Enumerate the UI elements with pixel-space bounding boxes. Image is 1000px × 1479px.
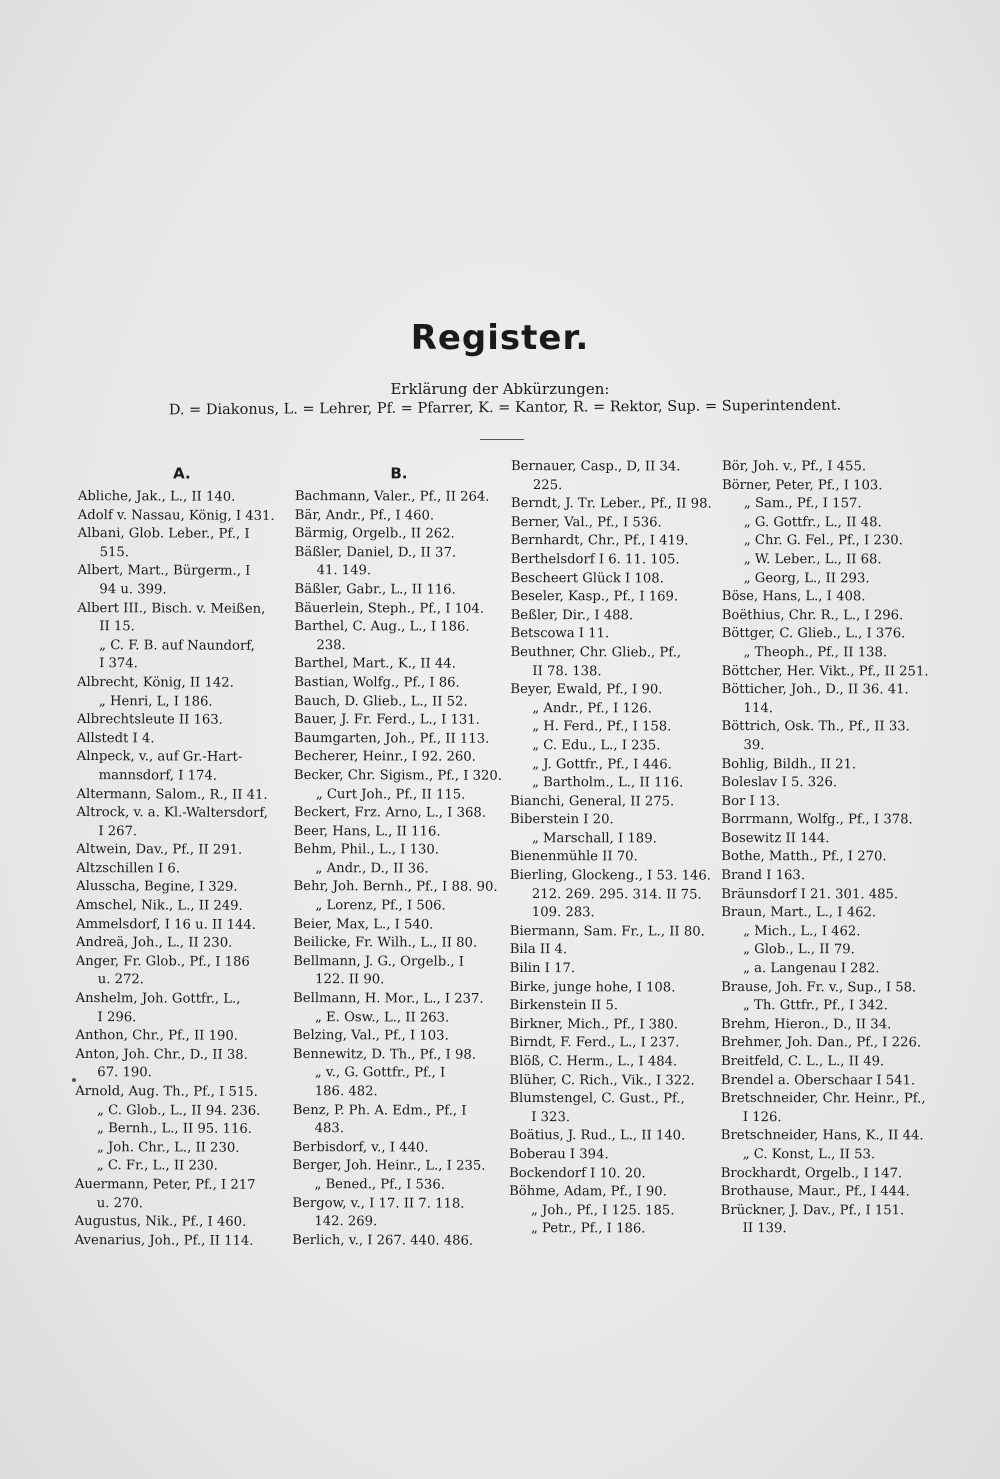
index-entry: 39. bbox=[743, 737, 765, 753]
index-entry: Bianchi, General, II 275. bbox=[510, 793, 675, 810]
index-entry: u. 270. bbox=[96, 1195, 144, 1211]
index-entry: Brause, Joh. Fr. v., Sup., I 58. bbox=[721, 979, 917, 995]
index-entry: „ Petr., Pf., I 186. bbox=[530, 1221, 646, 1237]
index-entry: „ Theoph., Pf., II 138. bbox=[743, 644, 888, 661]
index-entry: „ Mich., L., I 462. bbox=[743, 923, 861, 940]
index-entry: „ C. F. B. auf Naundorf, bbox=[99, 637, 255, 654]
index-entry: Brendel a. Oberschaar I 541. bbox=[720, 1072, 916, 1088]
index-entry: Anthon, Chr., Pf., II 190. bbox=[75, 1028, 238, 1044]
index-entry: „ H. Ferd., Pf., I 158. bbox=[532, 719, 672, 735]
index-entry: Bosewitz II 144. bbox=[721, 830, 830, 847]
index-entry: 122. II 90. bbox=[315, 972, 385, 988]
index-entry: Bergow, v., I 17. II 7. 118. bbox=[292, 1195, 465, 1212]
index-entry: Biermann, Sam. Fr., L., II 80. bbox=[509, 923, 705, 940]
index-entry: Börner, Peter, Pf., I 103. bbox=[721, 477, 883, 493]
index-entry: Bennewitz, D. Th., Pf., I 98. bbox=[292, 1046, 476, 1063]
index-entry: „ C. Glob., L., II 94. 236. bbox=[97, 1102, 261, 1119]
index-entry: Altermann, Salom., R., II 41. bbox=[76, 786, 268, 803]
index-entry: Berbisdorf, v., I 440. bbox=[292, 1139, 429, 1156]
index-entry: Belzing, Val., Pf., I 103. bbox=[292, 1028, 449, 1044]
index-entry: Bretschneider, Hans, K., II 44. bbox=[720, 1128, 924, 1144]
index-entry: Bellmann, J. G., Orgelb., I bbox=[293, 953, 465, 970]
index-entry: „ C. Fr., L., II 230. bbox=[96, 1158, 218, 1174]
index-entry: „ E. Osw., L., II 263. bbox=[315, 1009, 450, 1026]
index-entry: II 139. bbox=[742, 1221, 787, 1237]
index-entry: „ Curt Joh., Pf., II 115. bbox=[315, 786, 466, 803]
index-entry: Albrecht, König, II 142. bbox=[76, 674, 234, 691]
index-entry: Becker, Chr. Sigism., Pf., I 320. bbox=[293, 767, 503, 784]
index-entry: Bothe, Matth., Pf., I 270. bbox=[721, 849, 887, 865]
index-entry: Bräunsdorf I 21. 301. 485. bbox=[721, 886, 899, 902]
index-entry: 94 u. 399. bbox=[99, 582, 167, 598]
index-entry: Barthel, C. Aug., L., I 186. bbox=[294, 619, 470, 635]
index-entry: Boleslav I 5. 326. bbox=[721, 775, 838, 791]
index-entry: Abliche, Jak., L., II 140. bbox=[77, 488, 236, 505]
index-entry: Altwein, Dav., Pf., II 291. bbox=[76, 842, 243, 859]
index-entry: Bilin I 17. bbox=[509, 961, 576, 977]
index-entry: Bierling, Glockeng., I 53. 146. bbox=[509, 868, 712, 884]
index-entry: Allstedt I 4. bbox=[76, 730, 155, 747]
index-entry: Albani, Glob. Leber., Pf., I bbox=[77, 526, 250, 542]
index-entry: Behr, Joh. Bernh., Pf., I 88. 90. bbox=[293, 879, 498, 896]
page-title: Register. bbox=[410, 318, 590, 358]
index-entry: Bauer, J. Fr. Ferd., L., I 131. bbox=[294, 712, 480, 728]
index-entry: Bäßler, Daniel, D., II 37. bbox=[294, 544, 457, 561]
index-entry: Boberau I 394. bbox=[509, 1146, 609, 1163]
index-entry: „ C. Konst, L., II 53. bbox=[742, 1147, 876, 1163]
index-entry: Albert, Mart., Bürgerm., I bbox=[77, 563, 251, 580]
column-entries bbox=[509, 458, 719, 1239]
index-entry: I 374. bbox=[99, 656, 138, 672]
column-entries bbox=[75, 488, 286, 1251]
index-entry: I 126. bbox=[742, 1109, 782, 1125]
index-entry: u. 272. bbox=[97, 972, 145, 988]
index-entry: Behm, Phil., L., I 130. bbox=[293, 842, 440, 858]
index-entry: Böttger, C. Glieb., L., I 376. bbox=[721, 626, 906, 642]
index-entry: Anton, Joh. Chr., D., II 38. bbox=[75, 1046, 248, 1063]
index-entry: Brehmer, Joh. Dan., Pf., I 226. bbox=[720, 1035, 922, 1051]
index-entry: Bretschneider, Chr. Heinr., Pf., bbox=[720, 1091, 926, 1107]
index-entry: „ Andr., Pf., I 126. bbox=[532, 700, 652, 717]
index-column-b bbox=[292, 458, 503, 1251]
index-entry: Bor I 13. bbox=[721, 793, 780, 809]
index-entry: I 267. bbox=[98, 823, 138, 839]
index-entry: Beer, Hans, L., II 116. bbox=[293, 823, 441, 840]
index-entry: Albrechtsleute II 163. bbox=[76, 712, 223, 728]
column-entries bbox=[721, 458, 937, 1239]
index-entry: Albert III., Bisch. v. Meißen, bbox=[77, 600, 266, 617]
index-entry: Beuthner, Chr. Glieb., Pf., bbox=[510, 644, 682, 661]
index-entry: Beckert, Frz. Arno, L., I 368. bbox=[293, 805, 486, 821]
index-entry: Brockhardt, Orgelb., I 147. bbox=[720, 1165, 903, 1181]
index-entry: Böttrich, Osk. Th., Pf., II 33. bbox=[721, 719, 910, 735]
index-entry: Beßler, Dir., I 488. bbox=[510, 607, 634, 624]
index-entry: 114. bbox=[743, 700, 773, 716]
index-entry: Anger, Fr. Glob., Pf., I 186 bbox=[75, 953, 250, 970]
index-entry: Bachmann, Valer., Pf., II 264. bbox=[294, 488, 490, 505]
index-entry: 238. bbox=[316, 637, 346, 653]
index-entry: Beier, Max, L., I 540. bbox=[293, 916, 434, 933]
index-entry: Barthel, Mart., K., II 44. bbox=[294, 656, 456, 672]
index-entry: Blöß, C. Herm., L., I 484. bbox=[509, 1053, 678, 1070]
index-entry: Berndt, J. Tr. Leber., Pf., II 98. bbox=[510, 496, 712, 512]
index-entry: „ Glob., L., II 79. bbox=[743, 942, 855, 958]
index-entry: Boätius, J. Rud., L., II 140. bbox=[509, 1128, 686, 1144]
index-entry: Bäuerlein, Steph., Pf., I 104. bbox=[294, 600, 485, 617]
index-entry: Blüher, C. Rich., Vik., I 322. bbox=[509, 1072, 695, 1089]
index-entry: 186. 482. bbox=[314, 1084, 378, 1100]
index-entry: Augustus, Nik., Pf., I 460. bbox=[74, 1214, 247, 1230]
index-column-d bbox=[721, 458, 937, 1239]
index-entry: 483. bbox=[314, 1121, 345, 1137]
index-entry: Bienenmühle II 70. bbox=[509, 849, 638, 865]
index-entry: II 15. bbox=[99, 619, 135, 635]
index-entry: „ Joh., Pf., I 125. 185. bbox=[531, 1202, 675, 1219]
index-entry: Breitfeld, C. L., L., II 49. bbox=[720, 1053, 885, 1070]
index-entry: „ Sam., Pf., I 157. bbox=[743, 496, 862, 512]
index-entry: „ a. Langenau I 282. bbox=[743, 961, 880, 977]
index-entry: Brückner, J. Dav., Pf., I 151. bbox=[720, 1202, 905, 1219]
index-entry: „ Th. Gttfr., Pf., I 342. bbox=[743, 998, 888, 1014]
index-entry: Bernauer, Casp., D, II 34. bbox=[510, 459, 681, 475]
index-entry: Altrock, v. a. Kl.-Waltersdorf, bbox=[76, 805, 268, 821]
index-entry: Brehm, Hieron., D., II 34. bbox=[720, 1016, 892, 1033]
index-entry: Birke, junge hohe, I 108. bbox=[509, 979, 676, 996]
index-entry: Borrmann, Wolfg., Pf., I 378. bbox=[721, 812, 913, 828]
index-entry: Benz, P. Ph. A. Edm., Pf., I bbox=[292, 1102, 467, 1119]
index-entry: „ Georg, L., II 293. bbox=[743, 570, 870, 586]
index-entry: mannsdorf, I 174. bbox=[98, 767, 218, 784]
index-entry: Bellmann, H. Mor., L., I 237. bbox=[293, 991, 484, 1007]
index-entry: Amschel, Nik., L., II 249. bbox=[76, 898, 243, 914]
index-entry: Arnold, Aug. Th., Pf., I 515. bbox=[75, 1083, 258, 1100]
abbreviations-legend: D. = Diakonus, L. = Lehrer, Pf. = Pfarrer, K. = Kantor, R. = Rektor, Sup. = Superintendent. bbox=[168, 397, 842, 419]
column-heading: A. bbox=[173, 464, 191, 483]
index-column-a bbox=[75, 458, 286, 1251]
index-entry: Bötticher, Joh., D., II 36. 41. bbox=[721, 682, 909, 698]
index-entry: Böse, Hans, L., I 408. bbox=[721, 589, 866, 605]
index-entry: I 323. bbox=[531, 1109, 571, 1125]
index-entry: „ Joh. Chr., L., II 230. bbox=[96, 1139, 240, 1156]
index-entry: Ammelsdorf, I 16 u. II 144. bbox=[75, 916, 257, 933]
index-entry: Brand I 163. bbox=[721, 868, 806, 884]
index-entry: 515. bbox=[99, 544, 129, 561]
index-entry: Beyer, Ewald, Pf., I 90. bbox=[510, 682, 663, 698]
index-entry: Brothause, Maur., Pf., I 444. bbox=[720, 1184, 910, 1200]
index-entry: „ Bened., Pf., I 536. bbox=[314, 1177, 445, 1193]
index-entry: Alusscha, Begine, I 329. bbox=[76, 879, 238, 896]
index-entry: Bastian, Wolfg., Pf., I 86. bbox=[294, 674, 460, 691]
index-entry: Birndt, F. Ferd., L., I 237. bbox=[509, 1035, 680, 1051]
index-entry: „ Lorenz, Pf., I 506. bbox=[315, 898, 446, 914]
index-entry: Böhme, Adam, Pf., I 90. bbox=[509, 1184, 667, 1200]
index-entry: Altzschillen I 6. bbox=[76, 860, 181, 877]
index-entry: Boëthius, Chr. R., L., I 296. bbox=[721, 607, 904, 624]
index-entry: „ W. Leber., L., II 68. bbox=[743, 552, 882, 568]
index-entry: „ Bartholm., L., II 116. bbox=[532, 775, 684, 791]
margin-speck bbox=[72, 1078, 76, 1082]
index-entry: Bila II 4. bbox=[509, 942, 568, 958]
index-entry: 212. 269. 295. 314. II 75. bbox=[531, 886, 702, 903]
abbreviations-heading: Erklärung der Abkürzungen: bbox=[390, 380, 610, 398]
index-entry: Avenarius, Joh., Pf., II 114. bbox=[74, 1232, 254, 1249]
title-divider bbox=[480, 439, 524, 440]
index-entry: 41. 149. bbox=[316, 563, 372, 579]
index-entry: Berlich, v., I 267. 440. 486. bbox=[292, 1232, 474, 1249]
index-entry: Birkenstein II 5. bbox=[509, 998, 619, 1014]
index-entry: Betscowa I 11. bbox=[510, 626, 610, 642]
column-entries bbox=[292, 488, 503, 1251]
index-entry: Bärmig, Orgelb., II 262. bbox=[294, 526, 455, 542]
index-entry: Berthelsdorf I 6. 11. 105. bbox=[510, 551, 680, 568]
index-entry: „ Marschall, I 189. bbox=[531, 830, 657, 847]
index-entry: Braun, Mart., L., I 462. bbox=[721, 905, 877, 921]
index-entry: Blumstengel, C. Gust., Pf., bbox=[509, 1091, 685, 1107]
index-entry: „ Bernh., L., II 95. 116. bbox=[97, 1121, 252, 1137]
index-entry: Bauch, D. Glieb., L., II 52. bbox=[294, 693, 468, 710]
index-column-c bbox=[509, 458, 719, 1239]
index-entry: Bör, Joh. v., Pf., I 455. bbox=[721, 459, 867, 475]
index-entry: „ v., G. Gottfr., Pf., I bbox=[314, 1065, 446, 1081]
index-entry: I 296. bbox=[97, 1009, 137, 1025]
index-entry: II 78. 138. bbox=[532, 663, 602, 679]
index-entry: Bernhardt, Chr., Pf., I 419. bbox=[510, 533, 689, 549]
index-entry: Baumgarten, Joh., Pf., II 113. bbox=[293, 730, 490, 747]
index-entry: Birkner, Mich., Pf., I 380. bbox=[509, 1016, 679, 1033]
index-entry: Berner, Val., Pf., I 536. bbox=[510, 514, 662, 531]
column-heading: B. bbox=[390, 464, 408, 483]
index-entry: Anshelm, Joh. Gottfr., L., bbox=[75, 991, 241, 1007]
index-entry: „ C. Edu., L., I 235. bbox=[532, 737, 661, 754]
index-entry: Becherer, Heinr., I 92. 260. bbox=[293, 749, 476, 765]
index-entry: „ G. Gottfr., L., II 48. bbox=[743, 514, 882, 531]
index-entry: Biberstein I 20. bbox=[510, 812, 614, 828]
index-entry: 142. 269. bbox=[314, 1214, 378, 1230]
index-entry: Adolf v. Nassau, König, I 431. bbox=[77, 507, 275, 524]
index-entry: Auermann, Peter, Pf., I 217 bbox=[74, 1176, 256, 1193]
index-entry: Bohlig, Bildh., II 21. bbox=[721, 756, 857, 772]
index-entry: Bär, Andr., Pf., I 460. bbox=[294, 507, 435, 524]
index-entry: „ Andr., D., II 36. bbox=[315, 860, 429, 877]
index-entry: 67. 190. bbox=[97, 1065, 152, 1081]
index-entry: 225. bbox=[532, 477, 563, 493]
index-entry: Beseler, Kasp., Pf., I 169. bbox=[510, 589, 679, 605]
index-entry: „ J. Gottfr., Pf., I 446. bbox=[532, 756, 672, 772]
index-entry: Bescheert Glück I 108. bbox=[510, 570, 664, 586]
index-entry: „ Henri, L, I 186. bbox=[98, 693, 213, 710]
index-entry: „ Chr. G. Fel., Pf., I 230. bbox=[743, 533, 903, 549]
index-entry: Alnpeck, v., auf Gr.-Hart- bbox=[76, 749, 243, 766]
index-entry: Andreä, Joh., L., II 230. bbox=[75, 935, 233, 951]
index-entry: Böttcher, Her. Vikt., Pf., II 251. bbox=[721, 663, 929, 679]
index-entry: Berger, Joh. Heinr., L., I 235. bbox=[292, 1158, 486, 1175]
index-entry: Beilicke, Fr. Wilh., L., II 80. bbox=[293, 935, 478, 951]
index-entry: Bäßler, Gabr., L., II 116. bbox=[294, 581, 456, 598]
index-entry: Bockendorf I 10. 20. bbox=[509, 1165, 646, 1181]
index-entry: 109. 283. bbox=[531, 905, 595, 921]
